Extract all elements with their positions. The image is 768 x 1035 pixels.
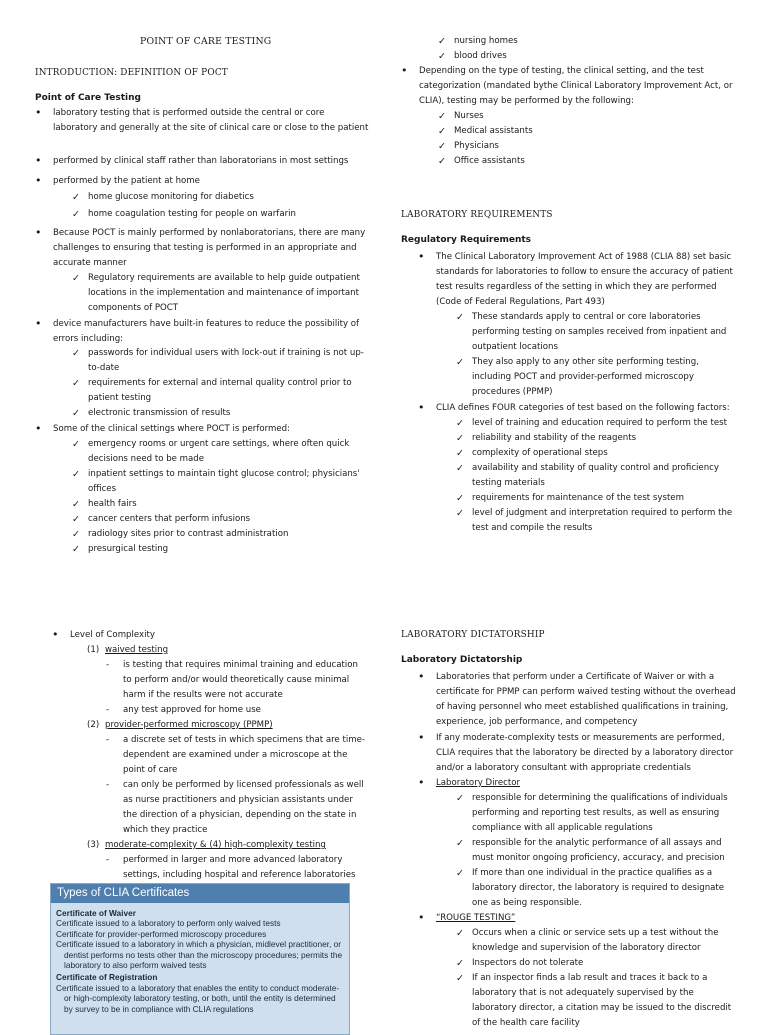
detail-item: - any test approved for home use <box>123 703 369 718</box>
check-item: ✓ presurgical testing <box>72 544 169 555</box>
clia-certificates-table <box>50 883 350 1035</box>
checkmark-icon: ✓ <box>72 514 80 525</box>
complexity-level-1 <box>87 643 369 658</box>
performer-check-list <box>438 109 744 169</box>
bullet-icon: • <box>35 226 42 239</box>
detail-item: - is testing that requires minimal training and education to perform and/or would theoretically cause minimal harm if the results were not accurate <box>106 660 358 700</box>
clia-four-item: • CLIA defines FOUR categories of test based on the following factors: <box>418 401 730 414</box>
checkmark-icon: ✓ <box>72 348 80 359</box>
waiver-heading: Certificate of Waiver <box>56 908 136 918</box>
check-item: ✓ responsible for the analytic performance of all assays and must monitor ongoing proficiency, accuracy, and precision <box>456 838 725 863</box>
checkmark-icon: ✓ <box>456 928 464 939</box>
rouge-check-list <box>456 926 740 1031</box>
check-item: ✓ If an inspector finds a lab result and traces it back to a laboratory that is not adequately supervised by the laboratory director, a citation may be issued to the discredit of the health care facility <box>456 973 732 1028</box>
director-check-list <box>456 791 740 911</box>
bullet-icon: • <box>418 776 425 789</box>
level-2-details <box>106 733 369 838</box>
check-item: ✓ Regulatory requirements are available to help guide outpatient locations in the implementation and maintenance of important components of POCT <box>72 273 360 313</box>
bullet-icon: • <box>52 628 59 641</box>
bullet-icon: • <box>418 670 425 683</box>
complexity-level-2 <box>87 718 369 733</box>
check-item: ✓ requirements for external and internal quality control prior to patient testing <box>72 378 352 403</box>
check-item: ✓ Occurs when a clinic or service sets up a test without the knowledge and supervision of the laboratory director <box>456 928 719 953</box>
check-item: ✓ level of judgment and interpretation required to perform the test and compile the results <box>456 508 733 533</box>
poct-item: • Some of the clinical settings where POCT is performed: <box>35 422 290 435</box>
clia88-item: • The Clinical Laboratory Improvement Act of 1988 (CLIA 88) set basic standards for laboratories to follow to ensure the accuracy of patient test results regardless of the setting in which they are performed (Code of Federal Regulations, Part 493) <box>418 250 733 307</box>
checkmark-icon: ✓ <box>456 958 464 969</box>
check-item: ✓ They also apply to any other site performing testing, including POCT and provider-performed microscopy procedures (PPMP) <box>456 357 699 397</box>
depending-item: • Depending on the type of testing, the clinical setting, and the test categorization (mandated bythe Clinical Laboratory Improvement Act, or CLIA), testing may be performed by the following: <box>401 64 733 106</box>
check-item: ✓ reliability and stability of the reagents <box>456 433 637 444</box>
check-item: ✓ These standards apply to central or core laboratories performing testing on samples received from inpatient and outpatient locations <box>456 312 727 352</box>
check-item: ✓ Physicians <box>438 141 499 152</box>
registration-item: Certificate issued to a laboratory that enables the entity to conduct moderate- or high-complexity laboratory testing, or both, until the entity is determined by survey to be in compliance with CLIA regulations <box>56 982 340 1014</box>
level-number: (1) <box>87 645 100 655</box>
checkmark-icon: ✓ <box>456 793 464 804</box>
bullet-icon: • <box>35 174 42 187</box>
checkmark-icon: ✓ <box>72 529 80 540</box>
level-number: (3) <box>87 840 100 850</box>
check-item: ✓ Nurses <box>438 111 484 122</box>
clia88-check-list <box>456 310 740 400</box>
poct-item: • device manufacturers have built-in features to reduce the possibility of errors including: <box>35 317 360 344</box>
bullet-icon: • <box>35 106 42 119</box>
registration-heading: Certificate of Registration <box>56 972 158 983</box>
dictatorship-heading: LABORATORY DICTATORSHIP <box>401 630 545 640</box>
checkmark-icon: ✓ <box>72 469 80 480</box>
detail-item: - a discrete set of tests in which specimens that are time-dependent are examined under a microscope at the point of care <box>106 735 365 775</box>
level-label: moderate-complexity & (4) high-complexity testing <box>105 840 326 850</box>
check-item: ✓ home coagulation testing for people on warfarin <box>72 209 296 220</box>
complexity-level-3 <box>87 838 369 853</box>
checkmark-icon: ✓ <box>438 111 446 122</box>
dictatorship-subheading: Laboratory Dictatorship <box>401 655 523 665</box>
bullet-icon: • <box>401 64 408 77</box>
bullet-icon: • <box>418 401 425 414</box>
setting-check-list-continued <box>438 34 744 64</box>
check-item: ✓ electronic transmission of results <box>72 408 231 419</box>
bullet-icon: • <box>418 911 425 924</box>
check-item: ✓ nursing homes <box>438 36 518 47</box>
checkmark-icon: ✓ <box>456 312 464 323</box>
checkmark-icon: ✓ <box>456 357 464 368</box>
check-item: ✓ availability and stability of quality control and proficiency testing materials <box>456 463 719 488</box>
check-item: ✓ Office assistants <box>438 156 525 167</box>
bullet-icon: • <box>418 250 425 263</box>
checkmark-icon: ✓ <box>438 126 446 137</box>
dash-icon: - <box>106 660 110 670</box>
check-item: ✓ emergency rooms or urgent care settings, where often quick decisions need to be made <box>72 439 350 464</box>
poct-item: • Because POCT is mainly performed by nonlaboratorians, there are many challenges to ensuring that testing is performed in an appropriate and accurate manner <box>35 226 366 268</box>
checkmark-icon: ✓ <box>438 51 446 62</box>
checkmark-icon: ✓ <box>72 209 80 220</box>
dictatorship-item: • If any moderate-complexity tests or measurements are performed, CLIA requires that the laboratory be directed by a laboratory director and/or a laboratory consultant with appropriate credentials <box>418 731 734 773</box>
level-1-details <box>106 658 369 718</box>
check-item: ✓ health fairs <box>72 499 137 510</box>
intro-heading: INTRODUCTION: DEFINITION OF POCT <box>35 68 228 78</box>
check-item: ✓ radiology sites prior to contrast administration <box>72 529 289 540</box>
level-label: provider-performed microscopy (PPMP) <box>105 720 273 730</box>
checkmark-icon: ✓ <box>72 544 80 555</box>
checkmark-icon: ✓ <box>72 408 80 419</box>
bullet-icon: • <box>418 731 425 744</box>
check-item: ✓ Inspectors do not tolerate <box>456 958 584 969</box>
dash-icon: - <box>106 735 110 745</box>
checkmark-icon: ✓ <box>456 493 464 504</box>
checkmark-icon: ✓ <box>456 508 464 519</box>
poct-subheading: Point of Care Testing <box>35 93 141 103</box>
complexity-item: • Level of Complexity <box>52 628 155 641</box>
level-label: waived testing <box>105 645 169 655</box>
checkmark-icon: ✓ <box>438 156 446 167</box>
check-item: ✓ responsible for determining the qualifications of individuals performing and reporting test results, as well as ensuring compliance with all applicable regulations <box>456 793 728 833</box>
checkmark-icon: ✓ <box>456 433 464 444</box>
checkmark-icon: ✓ <box>456 838 464 849</box>
checkmark-icon: ✓ <box>72 273 80 284</box>
level-number: (2) <box>87 720 100 730</box>
checkmark-icon: ✓ <box>456 418 464 429</box>
check-item: ✓ blood drives <box>438 51 507 62</box>
check-item: ✓ requirements for maintenance of the test system <box>456 493 684 504</box>
checkmark-icon: ✓ <box>456 448 464 459</box>
checkmark-icon: ✓ <box>438 36 446 47</box>
bullet-icon: • <box>35 422 42 435</box>
check-item: ✓ passwords for individual users with lock-out if training is not up-to-date <box>72 348 364 373</box>
dictatorship-item: • Laboratories that perform under a Certificate of Waiver or with a certificate for PPMP can perform waived testing without the overhead of having personnel who meet established qualifications in training, experience, job performance, and competency <box>418 670 736 727</box>
check-item: ✓ home glucose monitoring for diabetics <box>72 192 254 203</box>
dash-icon: - <box>106 705 110 715</box>
checkmark-icon: ✓ <box>438 141 446 152</box>
detail-item: - can only be performed by licensed professionals as well as nurse practitioners and physician assistants under the direction of a physician, depending on the state in which they practice <box>106 780 364 835</box>
device-check-list <box>72 346 371 421</box>
regulatory-requirements-subheading: Regulatory Requirements <box>401 235 532 245</box>
waiver-item: Certificate issued to a laboratory in which a physician, midlevel practitioner, or dentist performs no tests other than the microscopy procedures; permits the laboratory to also perform waived tests <box>56 939 343 971</box>
bullet-icon: • <box>35 154 42 167</box>
home-check-list <box>72 190 371 222</box>
table-title: Types of CLIA Certificates <box>51 884 349 903</box>
checkmark-icon: ✓ <box>72 439 80 450</box>
waiver-item: Certificate for provider-performed microscopy procedures <box>56 928 267 939</box>
check-item: ✓ cancer centers that perform infusions <box>72 514 251 525</box>
bullet-icon: • <box>35 317 42 330</box>
checkmark-icon: ✓ <box>456 463 464 474</box>
checkmark-icon: ✓ <box>456 973 464 984</box>
poct-item: • performed by the patient at home <box>35 174 200 187</box>
dash-icon: - <box>106 855 110 865</box>
clia-four-check-list <box>456 416 740 536</box>
level-3-details <box>106 853 369 883</box>
document-title: POINT OF CARE TESTING <box>140 36 272 47</box>
check-item: ✓ If more than one individual in the practice qualifies as a laboratory director, the laboratory is required to designate one as being responsible. <box>456 868 725 908</box>
checkmark-icon: ✓ <box>72 499 80 510</box>
poct-item: • performed by clinical staff rather than laboratorians in most settings <box>35 154 349 167</box>
checkmark-icon: ✓ <box>456 868 464 879</box>
check-item: ✓ Medical assistants <box>438 126 533 137</box>
lab-requirements-heading: LABORATORY REQUIREMENTS <box>401 210 553 220</box>
check-item: ✓ level of training and education required to perform the test <box>456 418 727 429</box>
check-item: ✓ inpatient settings to maintain tight glucose control; physicians' offices <box>72 469 360 494</box>
check-item: ✓ complexity of operational steps <box>456 448 608 459</box>
detail-item: - performed in larger and more advanced laboratory settings, including hospital and reference laboratories <box>106 855 356 880</box>
waiver-item: Certificate issued to a laboratory to perform only waived tests <box>56 918 281 929</box>
checkmark-icon: ✓ <box>72 378 80 389</box>
setting-check-list <box>72 437 371 557</box>
dash-icon: - <box>106 780 110 790</box>
rouge-item: • “ROUGE TESTING” <box>418 911 516 924</box>
poct-item: • laboratory testing that is performed outside the central or core laboratory and generally at the site of clinical care or close to the patient <box>35 106 369 133</box>
checkmark-icon: ✓ <box>72 192 80 203</box>
director-item: • Laboratory Director <box>418 776 521 789</box>
